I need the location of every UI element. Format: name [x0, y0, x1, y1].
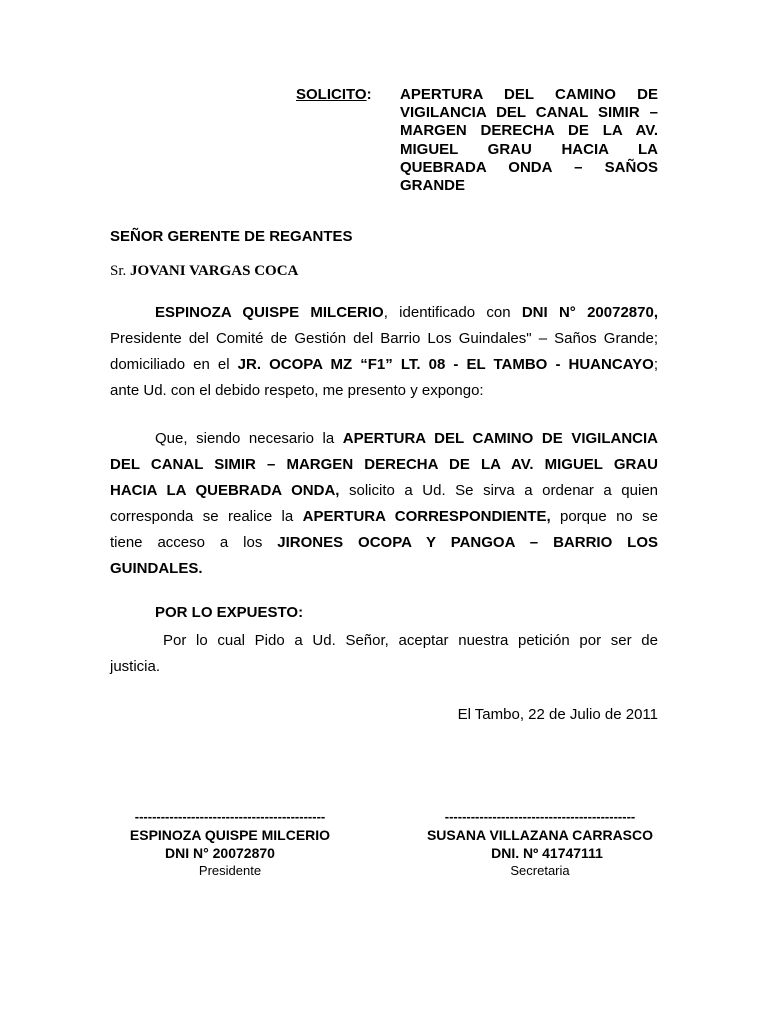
closing-text: Por lo cual Pido a Ud. Señor, aceptar nuestra petición por ser de [163, 632, 658, 649]
signature-line: -------------------------------------------- [444, 809, 636, 824]
signer-dni: DNI N° 20072870 [165, 845, 275, 861]
subject-line: APERTURA DEL CAMINO DE [400, 86, 658, 103]
paragraph-closing [110, 628, 658, 680]
sr-prefix: Sr. [110, 263, 131, 279]
request-line-4 [110, 504, 658, 530]
request-line-3 [110, 478, 658, 504]
request-line-6 [110, 556, 658, 582]
por-lo-expuesto: POR LO EXPUESTO: [155, 604, 304, 621]
intro-text: domiciliado en el [110, 356, 238, 373]
request-line-1 [110, 426, 658, 452]
solicito-label [296, 86, 372, 104]
signature-president [110, 808, 350, 880]
request-bold: DEL CANAL SIMIR – MARGEN DERECHA DE LA AV. MIGUEL GRAU [110, 456, 658, 473]
request-bold: GUINDALES. [110, 560, 203, 577]
request-text: porque no se [550, 508, 658, 525]
signer-role: Presidente [198, 863, 262, 878]
signer-role: Secretaria [510, 863, 570, 878]
intro-text: ; [653, 356, 658, 373]
subject-line: MARGEN DERECHA DE LA AV. [400, 122, 658, 140]
signer-name: SUSANA VILLAZANA CARRASCO [426, 827, 654, 843]
solicito-label-text: SOLICITO [296, 86, 367, 103]
sr-name: JOVANI VARGAS COCA [130, 263, 299, 279]
paragraph-intro [110, 300, 658, 404]
request-line-2 [110, 452, 658, 478]
request-bold: APERTURA CORRESPONDIENTE, [302, 508, 551, 525]
subject-line: QUEBRADA ONDA – SAÑOS [400, 158, 658, 176]
signer-name: ESPINOZA QUISPE MILCERIO [129, 827, 331, 843]
request-text: corresponda se realice la [110, 508, 303, 525]
subject-line: GRANDE [400, 177, 466, 195]
intro-line-1 [110, 300, 658, 326]
subject-line: MIGUEL GRAU HACIA LA [400, 140, 658, 158]
request-text: tiene acceso a los [110, 534, 278, 551]
intro-line-4: ante Ud. con el debido respeto, me presento y expongo: [110, 382, 484, 399]
greeting: SEÑOR GERENTE DE REGANTES [110, 228, 353, 245]
solicito-colon: : [366, 86, 372, 103]
subject-line: VIGILANCIA DEL CANAL SIMIR – [400, 104, 658, 122]
intro-text: , identificado con [383, 304, 522, 321]
signature-secretary [420, 808, 660, 880]
request-line-5 [110, 530, 658, 556]
intro-line-2: Presidente del Comité de Gestión del Barrio Los Guindales" – Saños Grande; [110, 330, 658, 347]
paragraph-request [110, 426, 658, 582]
request-bold: JIRONES OCOPA Y PANGOA – BARRIO LOS [277, 534, 658, 551]
applicant-name: ESPINOZA QUISPE MILCERIO [155, 304, 384, 321]
applicant-dni: DNI N° 20072870, [521, 304, 658, 321]
request-bold: APERTURA DEL CAMINO DE VIGILANCIA [342, 430, 658, 447]
recipient-name [110, 262, 298, 280]
request-text: solicito a Ud. Se sirva a ordenar a quien [339, 482, 659, 499]
document-date: El Tambo, 22 de Julio de 2011 [457, 706, 658, 723]
request-bold: HACIA LA QUEBRADA ONDA, [110, 482, 340, 499]
closing-line-2: justicia. [110, 658, 161, 675]
signer-dni: DNI. Nº 41747111 [491, 845, 603, 861]
closing-line-1 [110, 628, 658, 654]
solicito-subject [400, 86, 658, 195]
signature-line: -------------------------------------------- [134, 809, 326, 824]
applicant-address: JR. OCOPA MZ “F1” LT. 08 - EL TAMBO - HUANCAYO [237, 356, 654, 373]
request-text: Que, siendo necesario la [155, 430, 343, 447]
intro-line-3 [110, 352, 658, 378]
